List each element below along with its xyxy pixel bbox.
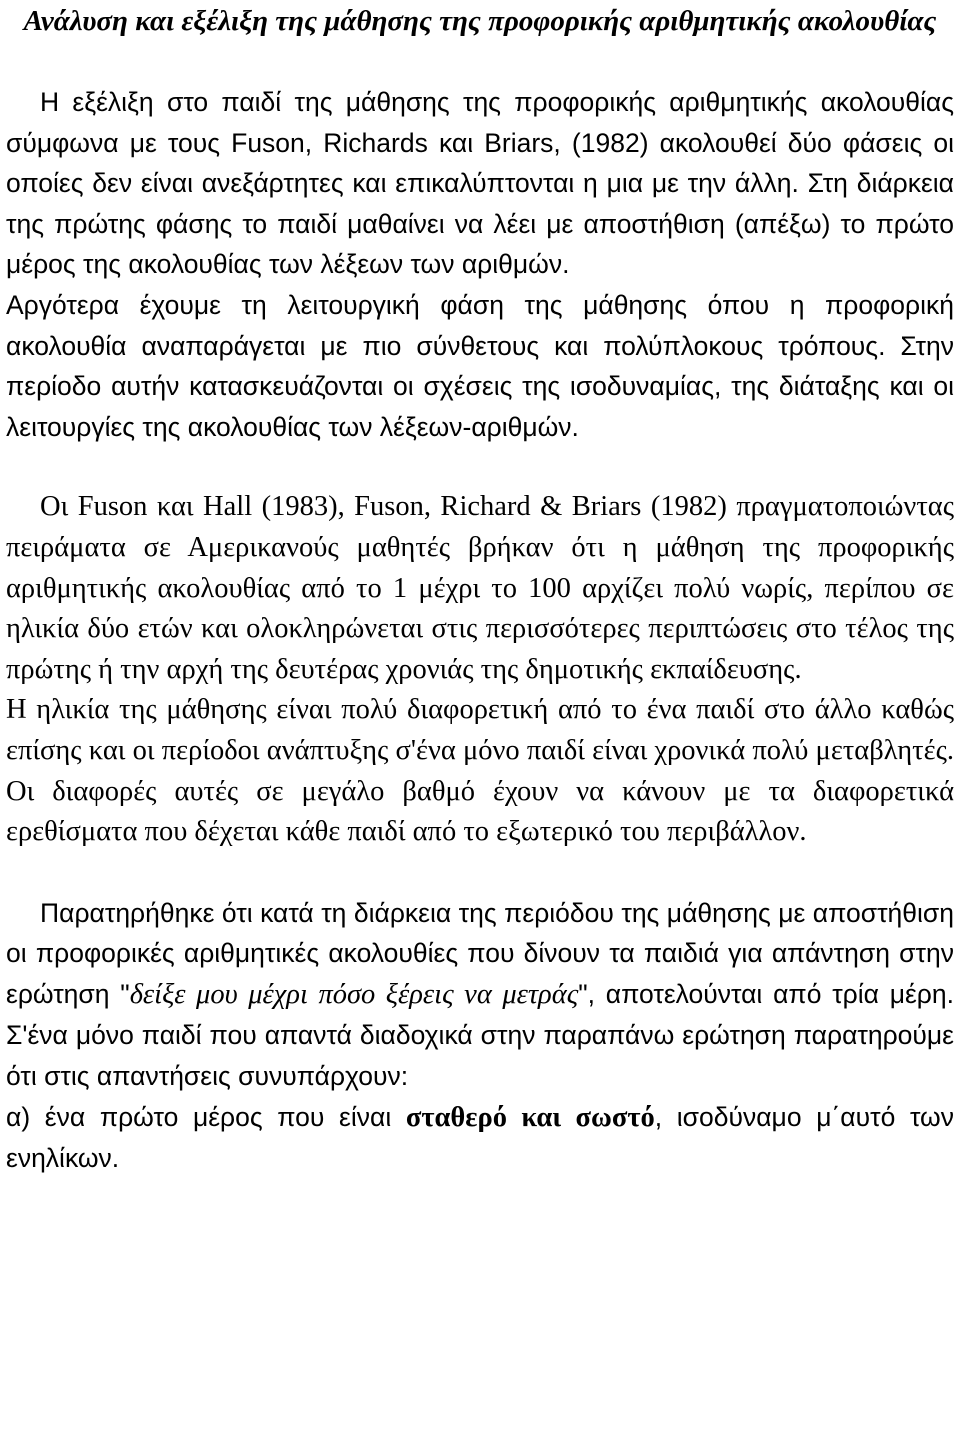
paragraph-4: Η ηλικία της μάθησης είναι πολύ διαφορετική από το ένα παιδί στο άλλο καθώς επίσης και οι περίοδοι ανάπτυξης σ'ένα μόνο παιδί είναι χρονικά πολύ μεταβλητές. Οι διαφορές αυτές σε μεγάλο βαθμό έχουν να κάνουν με τα διαφορετικά ερεθίσματα που δέχεται κάθε παιδί από το εξωτερικό του περιβάλλον. (6, 694, 954, 848)
paragraph-5-text-start: Παρατηρήθηκε ότι κατά τη διάρκεια της περιόδου της μάθησης με αποστήθιση οι προφορικές αριθμητικές ακολουθίες που δίνουν τα παιδιά για απάντηση στην ερώτηση " (6, 897, 954, 1009)
emphasis-stable-correct: σταθερό και σωστό (405, 1101, 655, 1133)
paragraph-6 (6, 1097, 954, 1179)
quoted-question: δείξε μου μέχρι πόσο ξέρεις να μετράς (129, 978, 579, 1010)
page-title: Ανάλυση και εξέλιξη της μάθησης της προφορικής αριθμητικής ακολουθίας (23, 5, 937, 37)
paragraph-2: Αργότερα έχουμε τη λειτουργική φάση της μάθησης όπου η προφορική ακολουθία αναπαράγεται με πιο σύνθετους και πολύπλοκους τρόπους. Στην περίοδο αυτήν κατασκευάζονται οι σχέσεις της ισοδυναμίας, της διάταξης και οι λειτουργίες της ακολουθίας των λέξεων-αριθμών. (6, 289, 954, 442)
paragraph-gap (6, 853, 954, 893)
paragraph-5 (6, 893, 954, 1097)
paragraph-3: Οι Fuson και Hall (1983), Fuson, Richard & Briars (1982) πραγματοποιώντας πειράματα σε Αμερικανούς μαθητές βρήκαν ότι η μάθηση της προφορικής αριθμητικής ακολουθίας από το 1 μέχρι το 100 αρχίζει πολύ νωρίς, περίπου σε ηλικία δύο ετών και ολοκληρώνεται στις περισσότερες περιπτώσεις στο τέλος της πρώτης ή την αρχή της δευτέρας χρονιάς της δημοτικής εκπαίδευσης. (6, 491, 954, 685)
paragraph-1: Η εξέλιξη στο παιδί της μάθησης της προφορικής αριθμητικής ακολουθίας σύμφωνα με τους Fuson, Richards και Briars, (1982) ακολουθεί δύο φάσεις οι οποίες δεν είναι ανεξάρτητες και επικαλύπτονται η μια με την άλλη. Στη διάρκεια της πρώτης φάσης το παιδί μαθαίνει να λέει με αποστήθιση (απέξω) το πρώτο μέρος της ακολουθίας των λέξεων των αριθμών. (6, 87, 954, 280)
paragraph-gap (6, 447, 954, 487)
paragraph-6-text-end: , ισοδύναμο μ΄αυτό των ενηλίκων. (6, 1101, 954, 1174)
paragraph-5-text-end: ", αποτελούνται από τρία μέρη. Σ'ένα μόνο παιδί που απαντά διαδοχικά στην παραπάνω ερώτηση παρατηρούμε ότι στις απαντήσεις συνυπάρχουν: (6, 978, 954, 1092)
paragraph-6-text-start: α) ένα πρώτο μέρος που είναι (6, 1101, 406, 1132)
